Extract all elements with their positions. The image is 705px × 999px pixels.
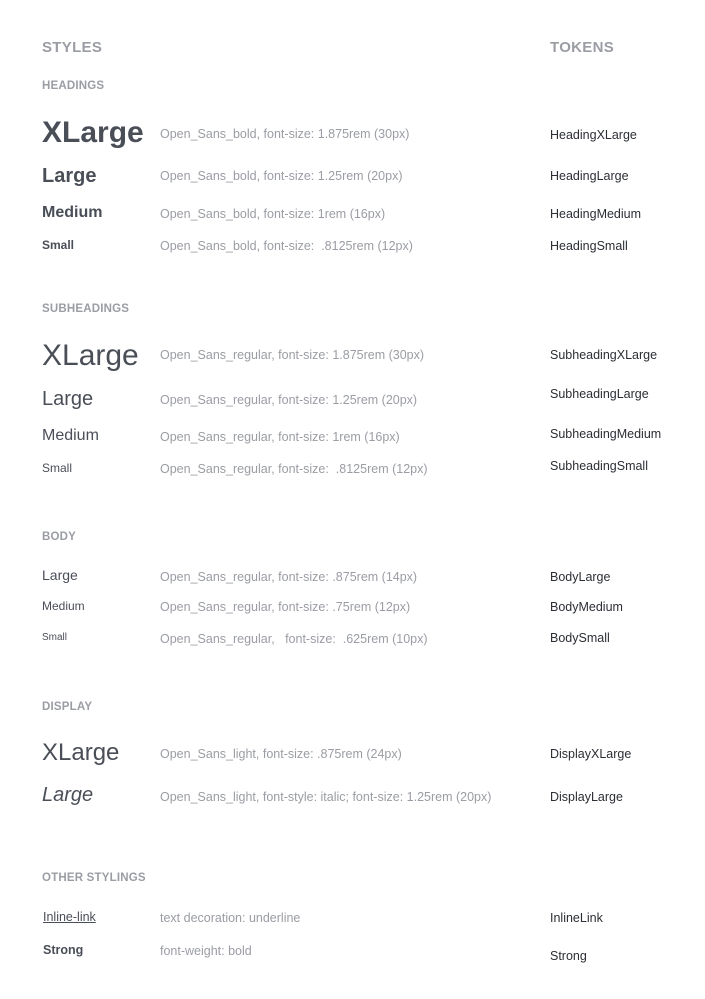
heading-xlarge-description: Open_Sans_bold, font-size: 1.875rem (30px) [160, 127, 410, 141]
heading-medium-token: HeadingMedium [550, 207, 642, 221]
tokens-column-title: TOKENS [550, 39, 615, 56]
display-xlarge-description: Open_Sans_light, font-size: .875rem (24px) [160, 747, 402, 761]
body-small-description: Open_Sans_regular, font-size: .625rem (10px) [160, 632, 428, 646]
body-small-token: BodySmall [550, 631, 610, 645]
strong-token: Strong [550, 949, 587, 963]
inline-link-sample[interactable]: Inline-link [43, 910, 96, 924]
body-medium-description: Open_Sans_regular, font-size: .75rem (12px) [160, 600, 411, 614]
heading-xlarge-sample: XLarge [42, 116, 144, 149]
subheading-xlarge-token: SubheadingXLarge [550, 348, 658, 362]
body-large-description: Open_Sans_regular, font-size: .875rem (14px) [160, 570, 418, 584]
subheading-large-description: Open_Sans_regular, font-size: 1.25rem (20px) [160, 393, 418, 407]
subheading-medium-token: SubheadingMedium [550, 427, 662, 441]
section-title-body: BODY [42, 531, 77, 543]
styles-column-title: STYLES [42, 39, 103, 56]
subheading-small-description: Open_Sans_regular, font-size: .8125rem (12px) [160, 462, 428, 476]
body-medium-sample: Medium [42, 599, 85, 613]
subheading-large-sample: Large [42, 388, 94, 410]
heading-medium-description: Open_Sans_bold, font-size: 1rem (16px) [160, 207, 386, 221]
display-large-token: DisplayLarge [550, 790, 623, 804]
strong-sample: Strong [43, 943, 84, 957]
display-large-sample: Large [42, 784, 94, 806]
heading-small-description: Open_Sans_bold, font-size: .8125rem (12px) [160, 239, 413, 253]
section-title-other-stylings: OTHER STYLINGS [42, 872, 146, 884]
body-large-sample: Large [42, 567, 78, 583]
heading-large-description: Open_Sans_bold, font-size: 1.25rem (20px) [160, 169, 403, 183]
strong-description: font-weight: bold [160, 944, 252, 958]
subheading-large-token: SubheadingLarge [550, 387, 649, 401]
subheading-xlarge-description: Open_Sans_regular, font-size: 1.875rem (30px) [160, 348, 425, 362]
body-small-sample: Small [42, 632, 68, 643]
heading-large-sample: Large [42, 165, 97, 187]
display-xlarge-token: DisplayXLarge [550, 747, 632, 761]
body-large-token: BodyLarge [550, 570, 611, 584]
subheading-small-sample: Small [42, 461, 73, 475]
heading-small-sample: Small [42, 238, 75, 252]
section-title-display: DISPLAY [42, 701, 93, 713]
subheading-small-token: SubheadingSmall [550, 459, 648, 473]
display-xlarge-sample: XLarge [42, 739, 120, 766]
subheading-medium-description: Open_Sans_regular, font-size: 1rem (16px) [160, 430, 400, 444]
display-large-description: Open_Sans_light, font-style: italic; font-size: 1.25rem (20px) [160, 790, 492, 804]
heading-medium-sample: Medium [42, 204, 103, 221]
heading-small-token: HeadingSmall [550, 239, 628, 253]
section-title-headings: HEADINGS [42, 80, 105, 92]
section-title-subheadings: SUBHEADINGS [42, 303, 130, 315]
inline-link-description: text decoration: underline [160, 911, 301, 925]
subheading-medium-sample: Medium [42, 427, 99, 444]
subheading-xlarge-sample: XLarge [42, 339, 139, 372]
inline-link-token: InlineLink [550, 911, 603, 925]
heading-xlarge-token: HeadingXLarge [550, 128, 637, 142]
body-medium-token: BodyMedium [550, 600, 623, 614]
heading-large-token: HeadingLarge [550, 169, 629, 183]
